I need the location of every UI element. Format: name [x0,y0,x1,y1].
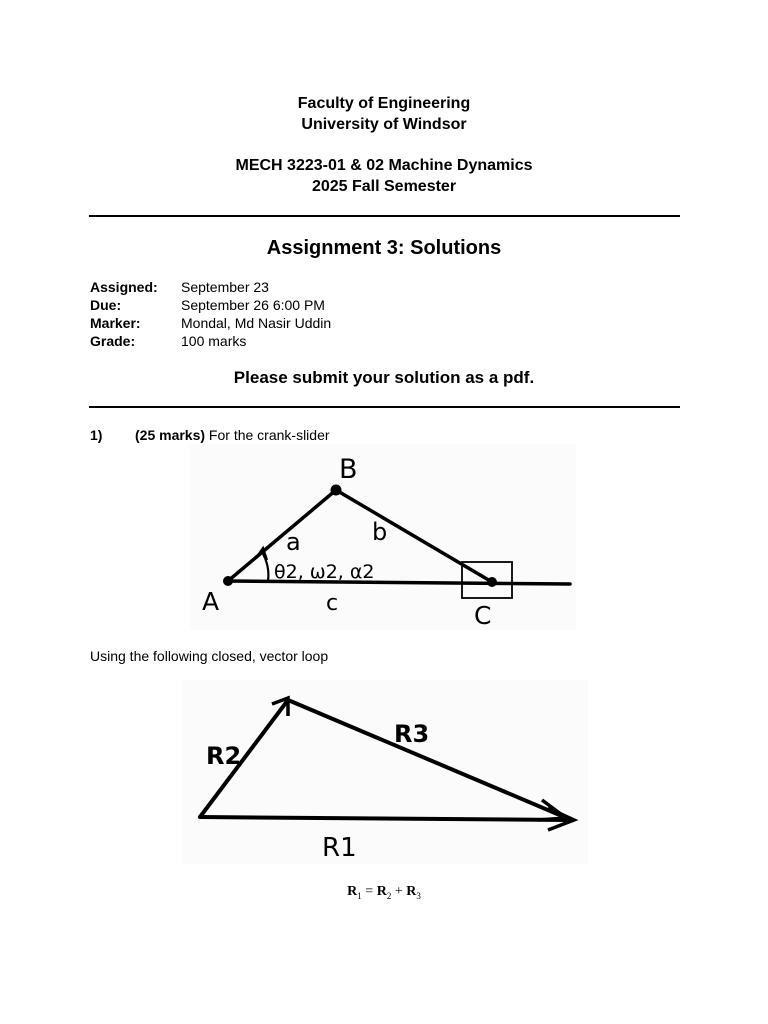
label-link-b: b [372,518,388,546]
submit-note: Please submit your solution as a pdf. [233,368,535,387]
eq-term2-sub: 3 [416,890,421,901]
label-link-c: c [326,591,339,616]
eq-lhs: R [347,884,358,899]
label-r2: R2 [206,742,242,770]
eq-equals: = [361,884,377,899]
label-r3: R3 [394,720,430,748]
label-b-point: B [339,454,358,485]
info-row-grade [90,332,246,350]
info-value: September 23 [181,279,269,295]
label-a-point: A [202,587,220,616]
figure-background [182,680,588,864]
vector-loop-equation [0,884,768,901]
label-c-point: C [474,601,492,630]
label-r1: R1 [322,833,357,863]
angle-label: θ2, ω2, α2 [274,561,375,583]
info-row-assigned [90,278,269,296]
eq-plus: + [391,884,407,899]
eq-term1: R [376,884,387,899]
label-link-a: a [286,528,301,556]
info-label: Assigned: [90,279,158,295]
info-label: Due: [90,297,122,313]
info-row-due [90,296,325,314]
vector-loop-figure [182,680,588,864]
course-title: MECH 3223-01 & 02 Machine Dynamics [235,157,533,174]
question-text [135,426,330,444]
question-number: 1) [90,427,103,443]
crank-slider-figure [190,444,576,630]
info-label: Grade: [90,333,136,349]
loop-text: Using the following closed, vector loop [90,648,329,664]
bottom-divider [89,406,680,408]
assignment-title: Assignment 3: Solutions [266,237,502,259]
joint-a [223,576,233,586]
faculty-name: Faculty of Engineering [297,95,471,112]
eq-lhs-sub: 1 [357,890,362,901]
joint-b [331,485,342,496]
university-name: University of Windsor [301,116,467,133]
info-label: Marker: [90,315,141,331]
semester: 2025 Fall Semester [311,178,457,195]
eq-term1-sub: 2 [386,890,392,901]
info-row-marker [90,314,331,332]
info-value: Mondal, Md Nasir Uddin [181,315,332,331]
question-prompt: For the crank-slider [205,427,330,443]
top-divider [89,215,680,217]
info-value: September 26 6:00 PM [181,297,325,313]
question-marks: (25 marks) [135,427,206,443]
joint-c [487,577,497,587]
info-value: 100 marks [181,333,247,349]
eq-term2: R [406,884,417,899]
